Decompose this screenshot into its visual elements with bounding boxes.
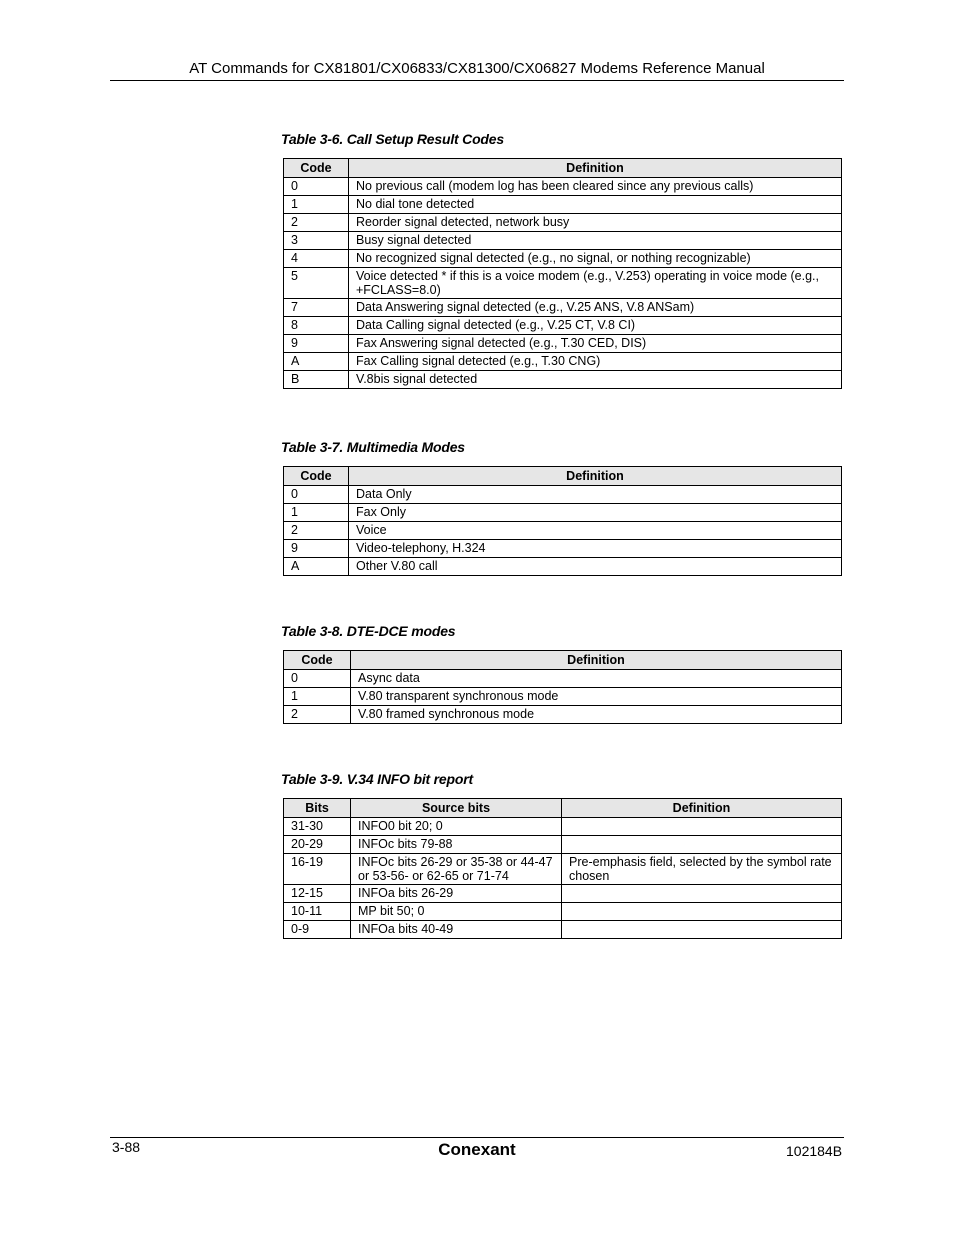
table-cell (562, 903, 842, 921)
column-header-code: Code (284, 467, 349, 486)
table-row (284, 670, 842, 688)
table-cell: INFOa bits 26-29 (351, 885, 562, 903)
company-name: Conexant (438, 1140, 516, 1159)
table-cell: 0 (284, 178, 349, 196)
table-row (284, 214, 842, 232)
table-cell: No recognized signal detected (e.g., no signal, or nothing recognizable) (349, 250, 842, 268)
v34-info-bit-report-table (283, 798, 842, 939)
table-cell: 7 (284, 299, 349, 317)
table-row (284, 903, 842, 921)
table-cell: INFOa bits 40-49 (351, 921, 562, 939)
table-cell: Video-telephony, H.324 (349, 540, 842, 558)
table-cell: 0-9 (284, 921, 351, 939)
table-cell: Pre-emphasis field, selected by the symbol rate chosen (562, 854, 842, 885)
table-cell: 12-15 (284, 885, 351, 903)
table-cell: 2 (284, 214, 349, 232)
table-row (284, 504, 842, 522)
table-cell: No previous call (modem log has been cleared since any previous calls) (349, 178, 842, 196)
table-cell: B (284, 371, 349, 389)
table-cell: Data Calling signal detected (e.g., V.25 CT, V.8 CI) (349, 317, 842, 335)
table-cell: 2 (284, 522, 349, 540)
table-cell: A (284, 353, 349, 371)
table-cell: 0 (284, 486, 349, 504)
table-cell: 3 (284, 232, 349, 250)
table-row (284, 854, 842, 885)
table-row (284, 836, 842, 854)
table-caption: Table 3-7. Multimedia Modes (281, 439, 465, 455)
table-header-row (284, 651, 842, 670)
table-cell: 1 (284, 504, 349, 522)
table-row (284, 178, 842, 196)
column-header-definition: Definition (562, 799, 842, 818)
table-cell: V.80 transparent synchronous mode (351, 688, 842, 706)
multimedia-modes-table (283, 466, 842, 576)
table-cell: 2 (284, 706, 351, 724)
table-cell: Fax Answering signal detected (e.g., T.30 CED, DIS) (349, 335, 842, 353)
table-cell (562, 836, 842, 854)
table-cell: Busy signal detected (349, 232, 842, 250)
table-row (284, 522, 842, 540)
table-row (284, 250, 842, 268)
dte-dce-modes-table (283, 650, 842, 724)
table-cell: 16-19 (284, 854, 351, 885)
table-cell: 0 (284, 670, 351, 688)
table-cell: V.80 framed synchronous mode (351, 706, 842, 724)
table-cell (562, 921, 842, 939)
table-cell: 9 (284, 335, 349, 353)
column-header-definition: Definition (349, 159, 842, 178)
table-cell: A (284, 558, 349, 576)
table-cell: INFOc bits 26-29 or 35-38 or 44-47 or 53-56- or 62-65 or 71-74 (351, 854, 562, 885)
table-caption: Table 3-6. Call Setup Result Codes (281, 131, 504, 147)
column-header-bits: Bits (284, 799, 351, 818)
table-row (284, 885, 842, 903)
table-row (284, 688, 842, 706)
table-cell: Voice (349, 522, 842, 540)
table-cell: 31-30 (284, 818, 351, 836)
table-caption: Table 3-8. DTE-DCE modes (281, 623, 456, 639)
table-row (284, 196, 842, 214)
table-header-row (284, 159, 842, 178)
table-row (284, 232, 842, 250)
column-header-code: Code (284, 159, 349, 178)
page-header: AT Commands for CX81801/CX06833/CX81300/CX06827 Modems Reference Manual (110, 60, 844, 81)
document-number: 102184B (786, 1143, 843, 1159)
table-row (284, 558, 842, 576)
table-cell: V.8bis signal detected (349, 371, 842, 389)
table-cell: 9 (284, 540, 349, 558)
table-cell: 8 (284, 317, 349, 335)
table-row (284, 706, 842, 724)
table-header-row (284, 799, 842, 818)
table-cell: 20-29 (284, 836, 351, 854)
table-row (284, 335, 842, 353)
table-cell: 10-11 (284, 903, 351, 921)
table-cell: Other V.80 call (349, 558, 842, 576)
table-row (284, 371, 842, 389)
table-row (284, 540, 842, 558)
table-cell: Fax Only (349, 504, 842, 522)
table-cell: Async data (351, 670, 842, 688)
call-setup-result-codes-table (283, 158, 842, 389)
table-row (284, 268, 842, 299)
table-cell: 4 (284, 250, 349, 268)
table-cell: Reorder signal detected, network busy (349, 214, 842, 232)
table-cell: Data Only (349, 486, 842, 504)
table-cell (562, 818, 842, 836)
table-cell: 5 (284, 268, 349, 299)
table-row (284, 317, 842, 335)
table-cell: Voice detected * if this is a voice modem (e.g., V.253) operating in voice mode (e.g., +FCLASS=8.0) (349, 268, 842, 299)
table-caption: Table 3-9. V.34 INFO bit report (281, 771, 473, 787)
table-row (284, 353, 842, 371)
column-header-code: Code (284, 651, 351, 670)
table-cell: MP bit 50; 0 (351, 903, 562, 921)
column-header-source-bits: Source bits (351, 799, 562, 818)
footer-divider (110, 1137, 844, 1138)
page-number: 3-88 (112, 1139, 141, 1155)
table-row (284, 486, 842, 504)
column-header-definition: Definition (351, 651, 842, 670)
table-cell: 1 (284, 688, 351, 706)
table-header-row (284, 467, 842, 486)
table-cell: Data Answering signal detected (e.g., V.25 ANS, V.8 ANSam) (349, 299, 842, 317)
table-cell: No dial tone detected (349, 196, 842, 214)
table-cell: 1 (284, 196, 349, 214)
table-row (284, 299, 842, 317)
table-cell: Fax Calling signal detected (e.g., T.30 CNG) (349, 353, 842, 371)
column-header-definition: Definition (349, 467, 842, 486)
table-row (284, 818, 842, 836)
table-cell: INFOc bits 79-88 (351, 836, 562, 854)
table-cell: INFO0 bit 20; 0 (351, 818, 562, 836)
table-cell (562, 885, 842, 903)
table-row (284, 921, 842, 939)
